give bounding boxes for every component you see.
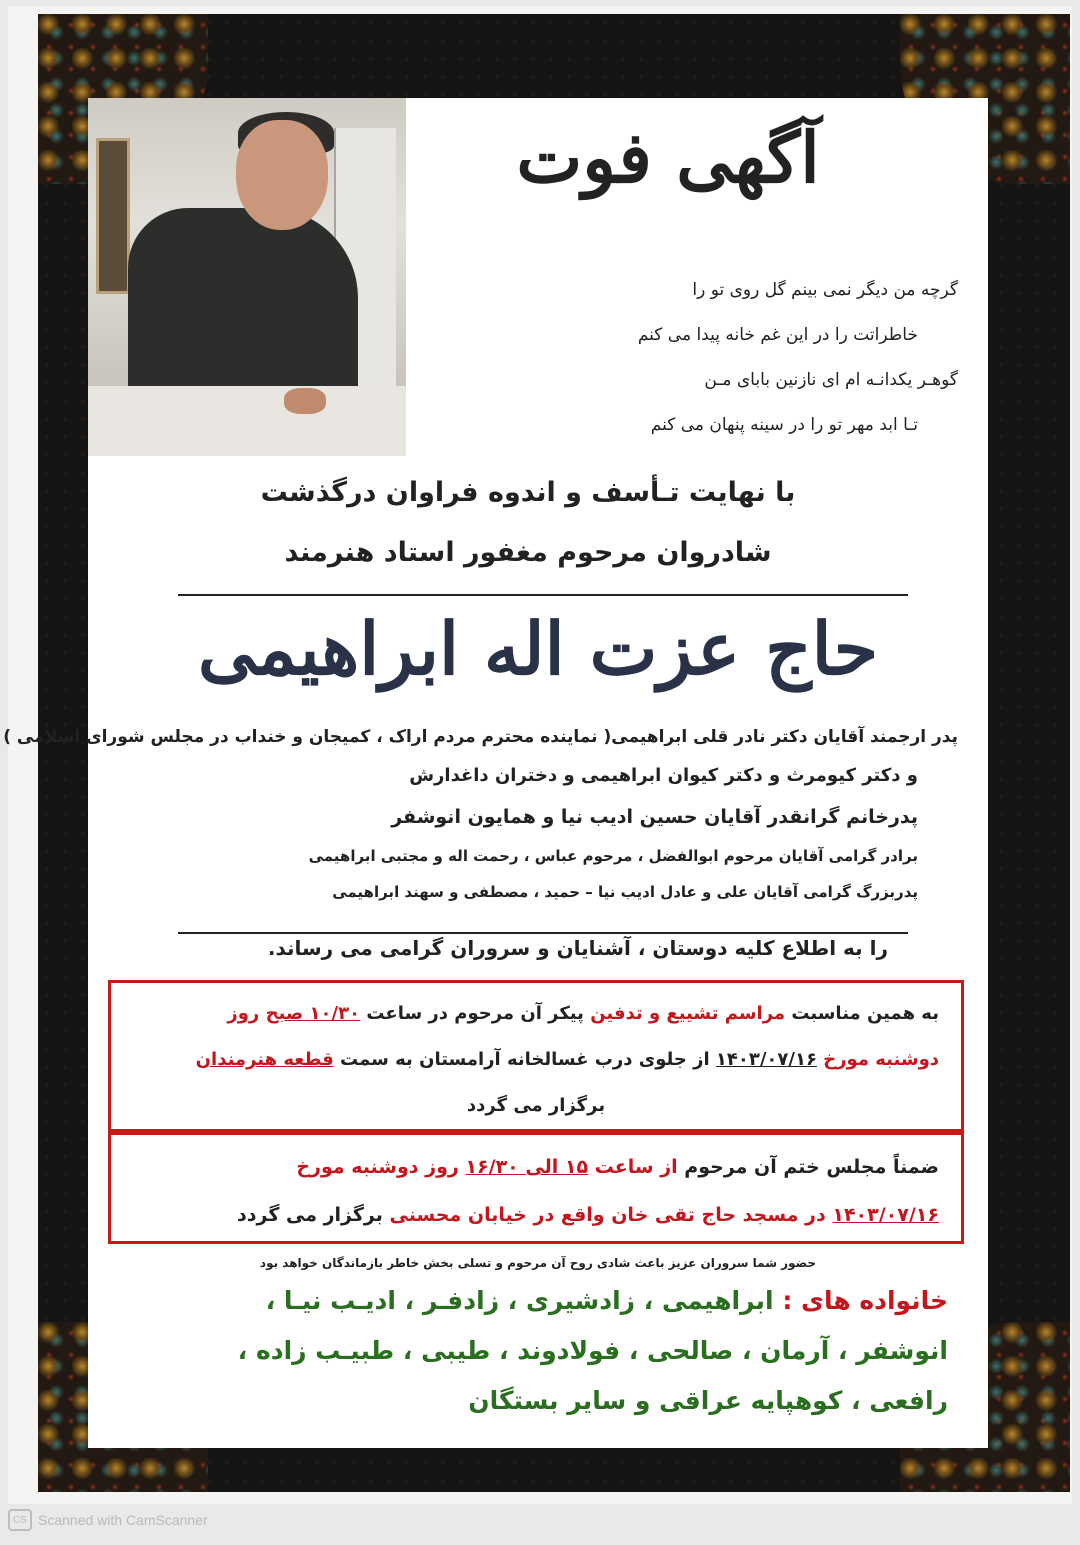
funeral-line-3: برگزار می گردد: [466, 1095, 606, 1116]
memorial-box: [108, 1132, 964, 1244]
memorial-date: ۱۴۰۳/۰۷/۱۶: [832, 1204, 939, 1226]
memorial-time: ۱۵ الی ۱۶/۳۰: [465, 1156, 589, 1178]
funeral-text: دوشنبه مورخ: [816, 1049, 939, 1070]
funeral-place: قطعه هنرمندان: [195, 1049, 334, 1070]
obituary-paper: [3, 98, 988, 1448]
relation-line: برادر گرامی آقایان مرحوم ابوالفضل ، مرحوم عباس ، رحمت اله و مجتبی ابراهیمی: [308, 847, 918, 865]
relation-line: و دکتر کیومرث و دکتر کیوان ابراهیمی و دختران داغدارش: [409, 765, 918, 786]
funeral-line-1: [133, 991, 939, 1037]
scanner-text: Scanned with CamScanner: [38, 1512, 208, 1528]
camscanner-icon: CS: [8, 1509, 32, 1531]
families-names: ابراهیمی ، زادشیری ، زادفـر ، ادیـب نیـا ،: [265, 1286, 774, 1315]
funeral-text: روز: [227, 1003, 266, 1024]
funeral-line-2: [133, 1037, 939, 1083]
memorial-text: از ساعت: [588, 1156, 678, 1178]
drawing-table: [88, 386, 406, 456]
relation-line: پدرخانم گرانقدر آقایان حسین ادیب نیا و همایون انوشفر: [391, 806, 918, 828]
intro-line: شادروان مرحوم مغفور استاد هنرمند: [284, 537, 772, 568]
poem-line: گوهـر یکدانـه ام ای نازنین بابای مـن: [704, 370, 958, 390]
divider: [178, 594, 908, 596]
families-line-3: رافعی ، کوهپایه عراقی و سایر بستگان: [468, 1386, 948, 1415]
presence-note: حضور شما سروران عزیز باعث شادی روح آن مرحوم و تسلی بخش خاطر بازماندگان خواهد بود: [259, 1256, 817, 1270]
funeral-text: پیکر آن مرحوم در ساعت: [360, 1003, 591, 1024]
funeral-time: ۱۰/۳۰ صبح: [265, 1003, 361, 1024]
intro-line: با نهایت تـأسف و اندوه فراوان درگذشت: [260, 477, 796, 508]
poem: [418, 268, 958, 448]
families-list: [128, 1276, 948, 1426]
scanner-watermark: [8, 1509, 208, 1531]
families-label: خانواده های :: [773, 1286, 948, 1315]
portrait-photo: [88, 98, 406, 456]
wall-frame: [96, 138, 130, 294]
deceased-name: حاج عزت اله ابراهیمی: [197, 606, 879, 691]
relations-list: [3, 718, 958, 910]
inform-text: را به اطلاع کلیه دوستان ، آشنایان و سروران گرامی می رساند.: [267, 936, 888, 960]
funeral-text: از جلوی درب غسالخانه آرامستان به سمت: [333, 1049, 716, 1070]
funeral-text: به همین مناسبت: [785, 1003, 939, 1024]
funeral-box: [108, 980, 964, 1132]
funeral-date: ۱۴۰۳/۰۷/۱۶: [715, 1049, 817, 1070]
relation-line: پدر ارجمند آقایان دکتر نادر قلی ابراهیمی( نماینده محترم مردم اراک ، کمیجان و خنداب در مجلس شورای اسلامی ): [3, 727, 958, 747]
families-line-2: انوشفر ، آرمان ، صالحی ، فولادوند ، طیبی ، طبیـب زاده ،: [237, 1336, 948, 1365]
memorial-text: روز دوشنبه مورخ: [296, 1156, 466, 1178]
poem-line: تـا ابد مهر تو را در سینه پنهان می کنم: [650, 415, 918, 435]
families-line-1: [128, 1276, 948, 1326]
poem-line: خاطراتت را در این غم خانه پیدا می کنم: [637, 325, 918, 345]
person-head: [236, 120, 328, 230]
memorial-text: برگزار می گردد: [237, 1204, 390, 1226]
page-title: آگهی فوت: [516, 116, 820, 199]
memorial-line-1: [133, 1143, 939, 1191]
poem-line: گرچه من دیگر نمی بینم گل روی تو را: [692, 280, 958, 300]
person-hand: [284, 388, 326, 414]
intro-text: [198, 463, 858, 583]
memorial-text: ضمناً مجلس ختم آن مرحوم: [677, 1156, 939, 1178]
divider: [178, 932, 908, 934]
relation-line: پدربزرگ گرامی آقایان علی و عادل ادیب نیا – حمید ، مصطفی و سهند ابراهیمی: [332, 883, 918, 901]
memorial-place: در مسجد حاج تقی خان واقع در خیابان محسنی: [389, 1204, 833, 1226]
memorial-line-2: [133, 1191, 939, 1239]
funeral-highlight: مراسم تشییع و تدفین: [590, 1003, 786, 1024]
